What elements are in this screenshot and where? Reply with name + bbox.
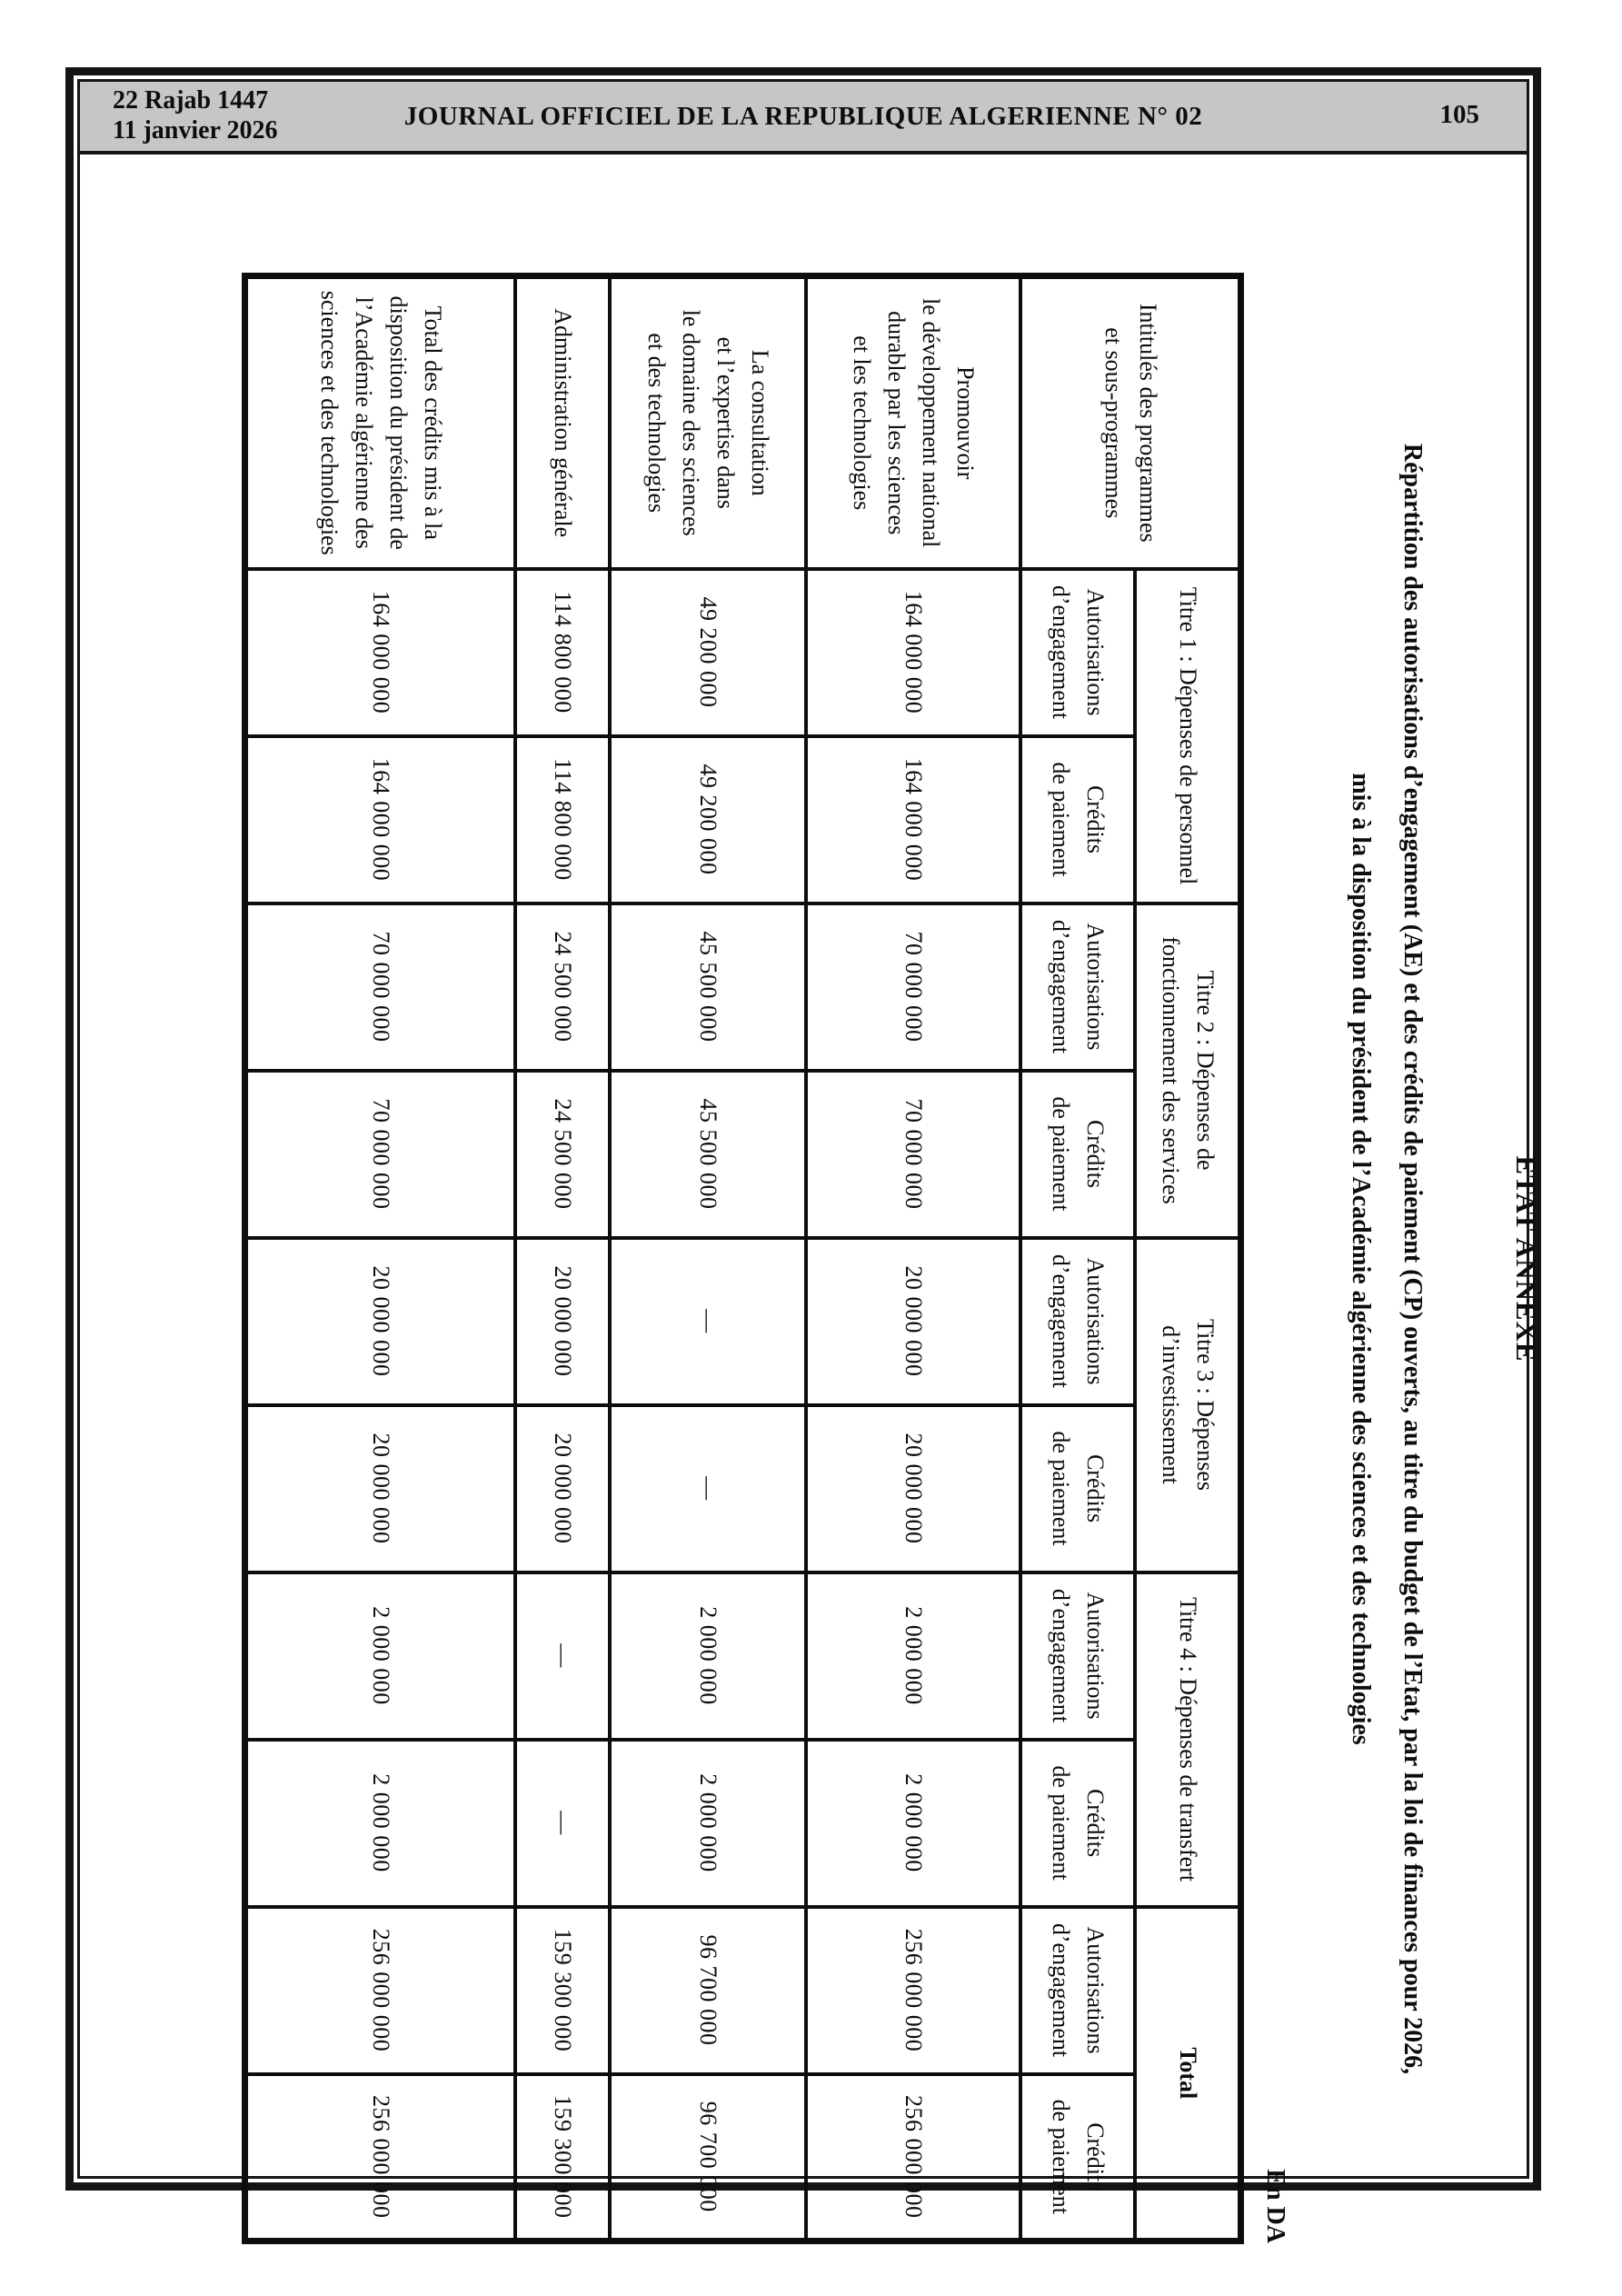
cell-value: 70 000 000 [245,903,516,1071]
program-name: La consultation et l’expertise dans le domaine des sciences et des technologies [611,276,807,569]
cell-value: 45 500 000 [611,903,807,1071]
cell-value: 20 000 000 [807,1405,1021,1572]
cell-value: 2 000 000 [807,1740,1021,1907]
journal-title: JOURNAL OFFICIEL DE LA REPUBLIQUE ALGERIENNE N° 02 [403,101,1203,131]
header-ae-t2: Autorisations d’engagement [1021,903,1136,1071]
cell-value: 20 000 000 [807,1238,1021,1405]
header-cp-t1: Crédits de paiement [1021,736,1136,903]
header-intitules: Intitulés des programmes et sous-programmes [1021,276,1241,569]
cell-value: 114 800 000 [516,569,611,736]
cell-value: 159 300 000 [516,1907,611,2074]
table-row-total-credits [245,276,516,2241]
page-border-inner-line [77,79,1542,2243]
header-ae-t1: Autorisations d’engagement [1021,569,1136,736]
cell-value: 24 500 000 [516,1071,611,1238]
cell-value: 164 000 000 [245,569,516,736]
cell-value: 70 000 000 [807,903,1021,1071]
header-cp-total: Crédits de paiement [1021,2074,1136,2241]
annex-title-line2: mis à la disposition du président de l’Académie algérienne des sciences et des technologies [1347,773,1375,1745]
cell-value: 20 000 000 [516,1238,611,1405]
cell-value: — [516,1740,611,1907]
cell-value: 49 200 000 [611,569,807,736]
cell-value: — [611,1405,807,1572]
cell-value: 164 000 000 [807,569,1021,736]
cell-value: 256 000 000 [245,2074,516,2241]
header-cp-t3: Crédits de paiement [1021,1405,1136,1572]
cell-value: 2 000 000 [611,1572,807,1740]
page-number: 105 [1439,100,1479,129]
cell-value: 256 000 000 [807,2074,1021,2241]
cell-value: 20 000 000 [245,1405,516,1572]
program-name: Total des crédits mis à la disposition du président de l’Académie algérienne des sciences et des technologies [245,276,516,569]
annex-title [1335,273,1438,2245]
header-ae-t4: Autorisations d’engagement [1021,1572,1136,1740]
program-name: Administration générale [516,276,611,569]
cell-value: — [611,1238,807,1405]
annex-title-line1: Répartition des autorisations d’engagement (AE) et des crédits de paiement (CP) ouverts, au titre du budget de l’Etat, par la loi de finances pour 2026, [1398,443,1427,2075]
header-cp-t4: Crédits de paiement [1021,1740,1136,1907]
header-cp-t2: Crédits de paiement [1021,1071,1136,1238]
table-header-titles-row [1136,276,1241,2241]
date-hijri: 22 Rajab 1447 [113,86,269,115]
table-header-sub-row [1021,276,1136,2241]
table-row-subprogram-administration [516,276,611,2241]
masthead-band [80,82,1527,155]
cell-value: 96 700 000 [611,1907,807,2074]
cell-value: 70 000 000 [807,1071,1021,1238]
cell-value: 114 800 000 [516,736,611,903]
currency-note: En DA [1261,2169,1289,2243]
cell-value: 164 000 000 [807,736,1021,903]
cell-value: 70 000 000 [245,1071,516,1238]
cell-value: 96 700 000 [611,2074,807,2241]
cell-value: 2 000 000 [807,1572,1021,1740]
cell-value: 2 000 000 [611,1740,807,1907]
cell-value: 24 500 000 [516,903,611,1071]
cell-value: 164 000 000 [245,736,516,903]
table-row-program-promouvoir [807,276,1021,2241]
header-ae-total: Autorisations d’engagement [1021,1907,1136,2074]
cell-value: 256 000 000 [245,1907,516,2074]
header-ae-t3: Autorisations d’engagement [1021,1238,1136,1405]
program-name: Promouvoir le développement national durable par les sciences et les technologies [807,276,1021,569]
cell-value: 20 000 000 [516,1405,611,1572]
cell-value: 256 000 000 [807,1907,1021,2074]
cell-value: 2 000 000 [245,1740,516,1907]
rotated-landscape-content [194,273,1584,2245]
header-total: Total [1136,1907,1241,2241]
table-row-subprogram-consultation [611,276,807,2241]
cell-value: 159 300 000 [516,2074,611,2241]
cell-value: 20 000 000 [245,1238,516,1405]
cell-value: — [516,1572,611,1740]
header-titre4: Titre 4 : Dépenses de transfert [1136,1572,1241,1907]
cell-value: 2 000 000 [245,1572,516,1740]
cell-value: 45 500 000 [611,1071,807,1238]
etat-annexe-heading: ETAT ANNEXE [1510,1155,1542,1363]
header-titre1: Titre 1 : Dépenses de personnel [1136,569,1241,903]
page-border-frame [65,67,1542,2243]
date-gregorian: 11 janvier 2026 [113,116,278,145]
header-titre2: Titre 2 : Dépenses de fonctionnement des services [1136,903,1241,1238]
header-titre3: Titre 3 : Dépenses d’investissement [1136,1238,1241,1572]
budget-table [242,273,1244,2244]
cell-value: 49 200 000 [611,736,807,903]
